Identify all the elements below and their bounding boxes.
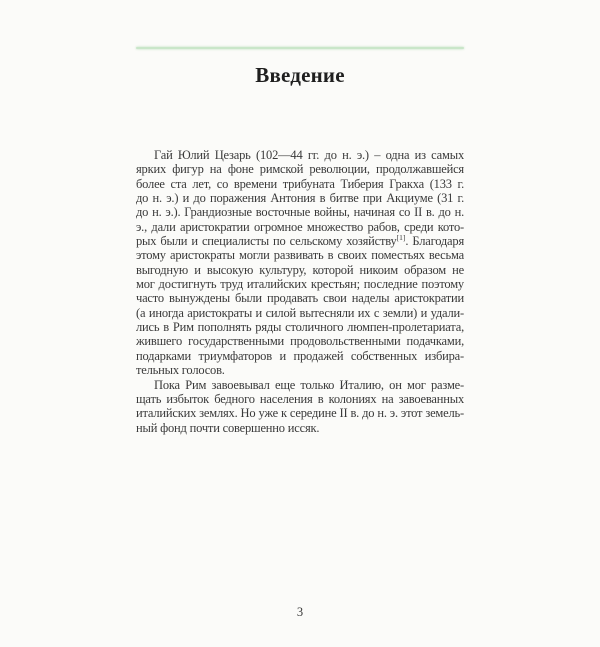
text-line: выгодную и высокую культуру, которой никоим образом не xyxy=(136,262,464,277)
text-line: до н. э.) и до поражения Антония в битве при Акциуме (31 г. xyxy=(136,191,464,206)
text-line: лись в Рим пополнять ряды столичного люмпен-пролетариата, xyxy=(136,320,464,335)
chapter-title: Введение xyxy=(255,63,345,87)
paragraph xyxy=(136,148,464,378)
text-line: Пока Рим завоевывал еще только Италию, он мог разме- xyxy=(154,377,464,392)
text-line: ярких фигур на фоне римской революции, продолжавшейся xyxy=(136,162,464,177)
chapter-divider-line xyxy=(136,47,464,49)
text-line: часто вынуждены были продавать свои наделы аристократии xyxy=(136,291,464,306)
text-line: до н. э.). Грандиозные восточные войны, начиная со II в. до н. xyxy=(136,205,464,220)
paragraph xyxy=(136,378,464,435)
text-line: э., дали аристократии огромное множество рабов, среди кото- xyxy=(136,219,464,234)
text-line: италийских землях. Но уже к середине II в. до н. э. этот земель- xyxy=(136,406,464,421)
page-number: 3 xyxy=(296,605,304,619)
text-line: подарками триумфаторов и продажей собственных избира- xyxy=(136,348,464,363)
text-line: мог достигнуть труд италийских крестьян; последние поэтому xyxy=(136,277,464,292)
text-line: рых были и специалисты по сельскому хозяйству[1]. Благодаря xyxy=(136,234,464,249)
text-line: тельных голосов. xyxy=(136,363,225,378)
text-line: Гай Юлий Цезарь (102—44 гг. до н. э.) – одна из самых xyxy=(154,148,464,162)
text-line: более ста лет, со времени трибуната Тиберия Гракха (133 г. xyxy=(136,176,464,191)
text-line: жившего государственными продовольственными подачками, xyxy=(136,334,464,349)
text-line: щать избыток бедного населения в колониях на завоеванных xyxy=(136,391,464,406)
text-line: ный фонд почти совершенно иссяк. xyxy=(136,420,320,435)
body-text xyxy=(136,148,464,435)
text-line: этому аристократы могли развивать в своих поместьях весьма xyxy=(136,248,464,263)
footnote-ref[interactable]: [1] xyxy=(396,234,406,242)
page-content xyxy=(136,47,464,435)
text-line: (а иногда аристократы и силой вытесняли их с земли) и удали- xyxy=(136,305,464,320)
book-page xyxy=(0,47,600,647)
